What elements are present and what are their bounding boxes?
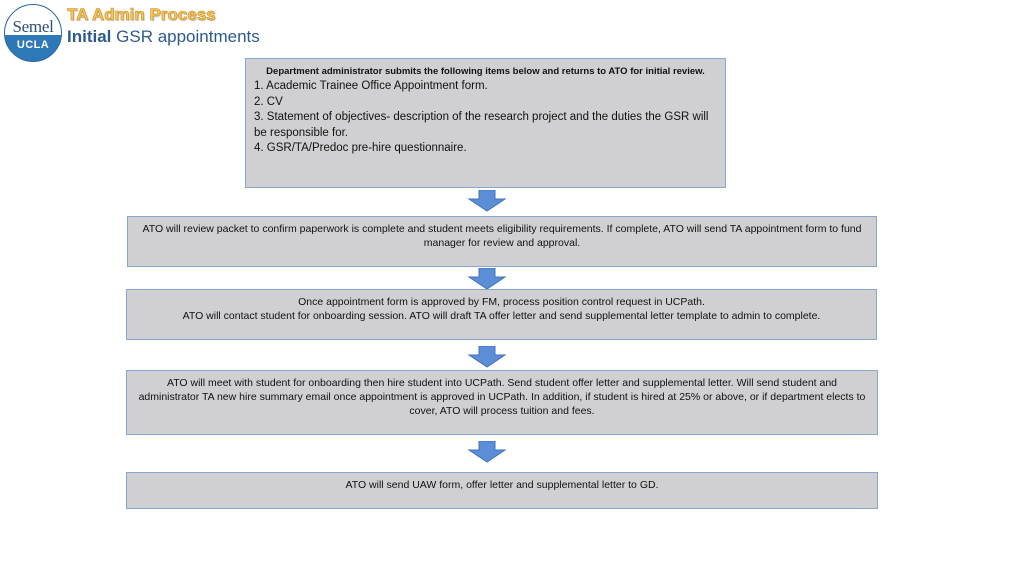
subtitle-bold: Initial (67, 27, 112, 46)
step-1-box (245, 58, 726, 188)
down-arrow-icon (467, 346, 507, 368)
step-1-item: 3. Statement of objectives- description of the research project and the duties the GSR will be responsible for. (254, 111, 709, 139)
step-4-text: ATO will meet with student for onboarding then hire student into UCPath. Send student offer letter and supplemental letter. Will send student and administrator TA new hire summary email once appointment is approved in UCPath. In addition, if student is hired at 25% or above, or if department elects to cover, ATO will process tuition and fees. (138, 377, 866, 417)
step-5-text: ATO will send UAW form, offer letter and supplemental letter to GD. (345, 479, 659, 491)
step-4-box (126, 370, 878, 435)
step-3-line-1: Once appointment form is approved by FM, process position control request in UCPath. (298, 296, 705, 308)
semel-ucla-logo (4, 4, 62, 62)
step-1-item: 2. CV (254, 95, 283, 108)
down-arrow-icon (467, 268, 507, 290)
down-arrow-icon (467, 190, 507, 212)
step-2-box (127, 216, 877, 267)
down-arrow-icon (467, 441, 507, 463)
page-title: TA Admin Process (67, 5, 216, 24)
step-1-item: 1. Academic Trainee Office Appointment form. (254, 80, 488, 92)
subtitle-rest: GSR appointments (111, 27, 260, 46)
step-3-line-2: ATO will contact student for onboarding session. ATO will draft TA offer letter and send supplemental letter template to admin to complete. (182, 310, 821, 322)
logo-text-ucla: UCLA (16, 39, 50, 51)
logo-text-semel: Semel (12, 17, 54, 36)
step-5-box (126, 472, 878, 509)
page-subtitle (67, 27, 260, 47)
step-2-text: ATO will review packet to confirm paperwork is complete and student meets eligibility requirements. If complete, ATO will send TA appointment form to fund manager for review and approval. (142, 223, 862, 249)
step-1-item: 4. GSR/TA/Predoc pre-hire questionnaire. (254, 142, 467, 154)
step-1-heading: Department administrator submits the following items below and returns to ATO for initial review. (266, 66, 705, 77)
step-3-box (126, 289, 877, 340)
